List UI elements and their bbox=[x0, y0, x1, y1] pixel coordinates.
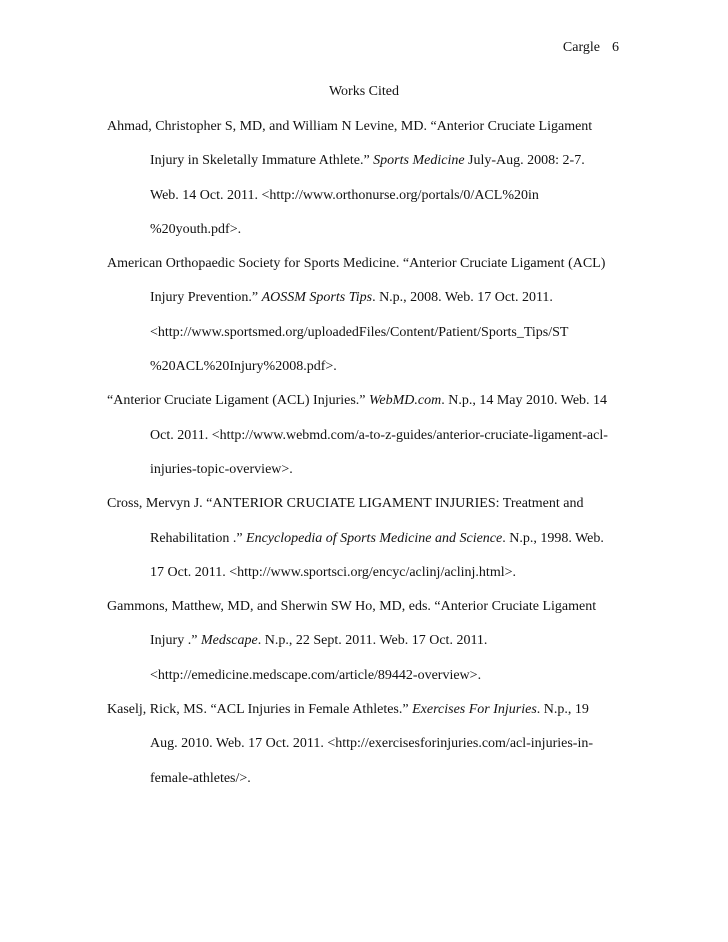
citation-text: American Orthopaedic Society for Sports Medicine. “Anterior Cruciate Ligament (ACL) bbox=[107, 256, 606, 272]
citation-text: July-Aug. 2008: 2-7. bbox=[464, 153, 585, 169]
citation-line bbox=[107, 179, 627, 213]
citation-line bbox=[107, 522, 627, 556]
citation-line bbox=[107, 144, 627, 178]
citation-text: injuries-topic-overview>. bbox=[150, 461, 293, 477]
citation-line bbox=[107, 316, 627, 350]
citation-text: Oct. 2011. <http://www.webmd.com/a-to-z-guides/anterior-cruciate-ligament-acl- bbox=[150, 427, 608, 443]
citation-line bbox=[107, 556, 627, 590]
citation-text: Gammons, Matthew, MD, and Sherwin SW Ho, MD, eds. “Anterior Cruciate Ligament bbox=[107, 599, 597, 615]
citation-text: Ahmad, Christopher S, MD, and William N Levine, MD. “Anterior Cruciate Ligament bbox=[107, 119, 593, 134]
citation-entry bbox=[107, 247, 627, 384]
citation-text: <http://emedicine.medscape.com/article/89442-overview>. bbox=[150, 667, 482, 683]
citation-text: Web. 14 Oct. 2011. <http://www.orthonurse.org/portals/0/ACL%20in bbox=[150, 187, 539, 203]
citation-list bbox=[107, 110, 627, 796]
citation-line bbox=[107, 659, 627, 693]
citation-text: . N.p., 19 bbox=[536, 702, 589, 718]
citation-line bbox=[107, 281, 627, 315]
citation-text: . N.p., 2008. Web. 17 Oct. 2011. bbox=[372, 290, 553, 306]
citation-source-title: Sports Medicine bbox=[373, 153, 465, 169]
citation-text: Injury .” bbox=[150, 633, 201, 649]
citation-line bbox=[107, 624, 627, 658]
header-author: Cargle bbox=[562, 40, 600, 55]
citation-line bbox=[107, 350, 627, 384]
citation-source-title: Exercises For Injuries bbox=[412, 702, 537, 718]
citation-entry bbox=[107, 693, 627, 796]
citation-line bbox=[107, 384, 627, 418]
citation-line bbox=[107, 590, 627, 624]
citation-source-title: Medscape bbox=[200, 633, 258, 649]
citation-text: . N.p., 1998. Web. bbox=[502, 530, 604, 546]
citation-entry bbox=[107, 110, 627, 247]
citation-line bbox=[107, 762, 627, 796]
citation-line bbox=[107, 453, 627, 487]
citation-source-title: AOSSM Sports Tips bbox=[261, 290, 373, 306]
citation-text: %20ACL%20Injury%2008.pdf>. bbox=[150, 359, 337, 375]
running-header bbox=[563, 40, 619, 56]
page-number: 6 bbox=[612, 40, 619, 55]
citation-text: . N.p., 14 May 2010. Web. 14 bbox=[441, 393, 608, 409]
works-cited-title: Works Cited bbox=[328, 84, 400, 99]
citation-text: <http://www.sportsmed.org/uploadedFiles/Content/Patient/Sports_Tips/ST bbox=[150, 324, 569, 340]
citation-line bbox=[107, 693, 627, 727]
citation-line bbox=[107, 727, 627, 761]
citation-text: %20youth.pdf>. bbox=[150, 221, 242, 237]
citation-source-title: WebMD.com bbox=[369, 393, 442, 409]
citation-text: “Anterior Cruciate Ligament (ACL) Injuries.” bbox=[107, 393, 370, 409]
citation-text: Rehabilitation .” bbox=[150, 530, 247, 546]
citation-source-title: Encyclopedia of Sports Medicine and Science bbox=[246, 530, 503, 546]
citation-line bbox=[107, 487, 627, 521]
citation-entry bbox=[107, 590, 627, 693]
citation-line bbox=[107, 247, 627, 281]
citation-entry bbox=[107, 384, 627, 487]
citation-line bbox=[107, 213, 627, 247]
citation-text: 17 Oct. 2011. <http://www.sportsci.org/encyc/aclinj/aclinj.html>. bbox=[150, 564, 516, 580]
citation-text: Cross, Mervyn J. “ANTERIOR CRUCIATE LIGAMENT INJURIES: Treatment and bbox=[107, 496, 584, 512]
citation-text: . N.p., 22 Sept. 2011. Web. 17 Oct. 2011. bbox=[257, 633, 488, 649]
citation-line bbox=[107, 110, 627, 144]
citation-text: Injury Prevention.” bbox=[150, 290, 262, 306]
citation-text: Aug. 2010. Web. 17 Oct. 2011. <http://exercisesforinjuries.com/acl-injuries-in- bbox=[150, 736, 594, 752]
citation-line bbox=[107, 419, 627, 453]
citation-entry bbox=[107, 487, 627, 590]
citation-text: Kaselj, Rick, MS. “ACL Injuries in Female Athletes.” bbox=[107, 702, 413, 718]
citation-text: female-athletes/>. bbox=[150, 770, 251, 786]
citation-text: Injury in Skeletally Immature Athlete.” bbox=[150, 153, 374, 169]
